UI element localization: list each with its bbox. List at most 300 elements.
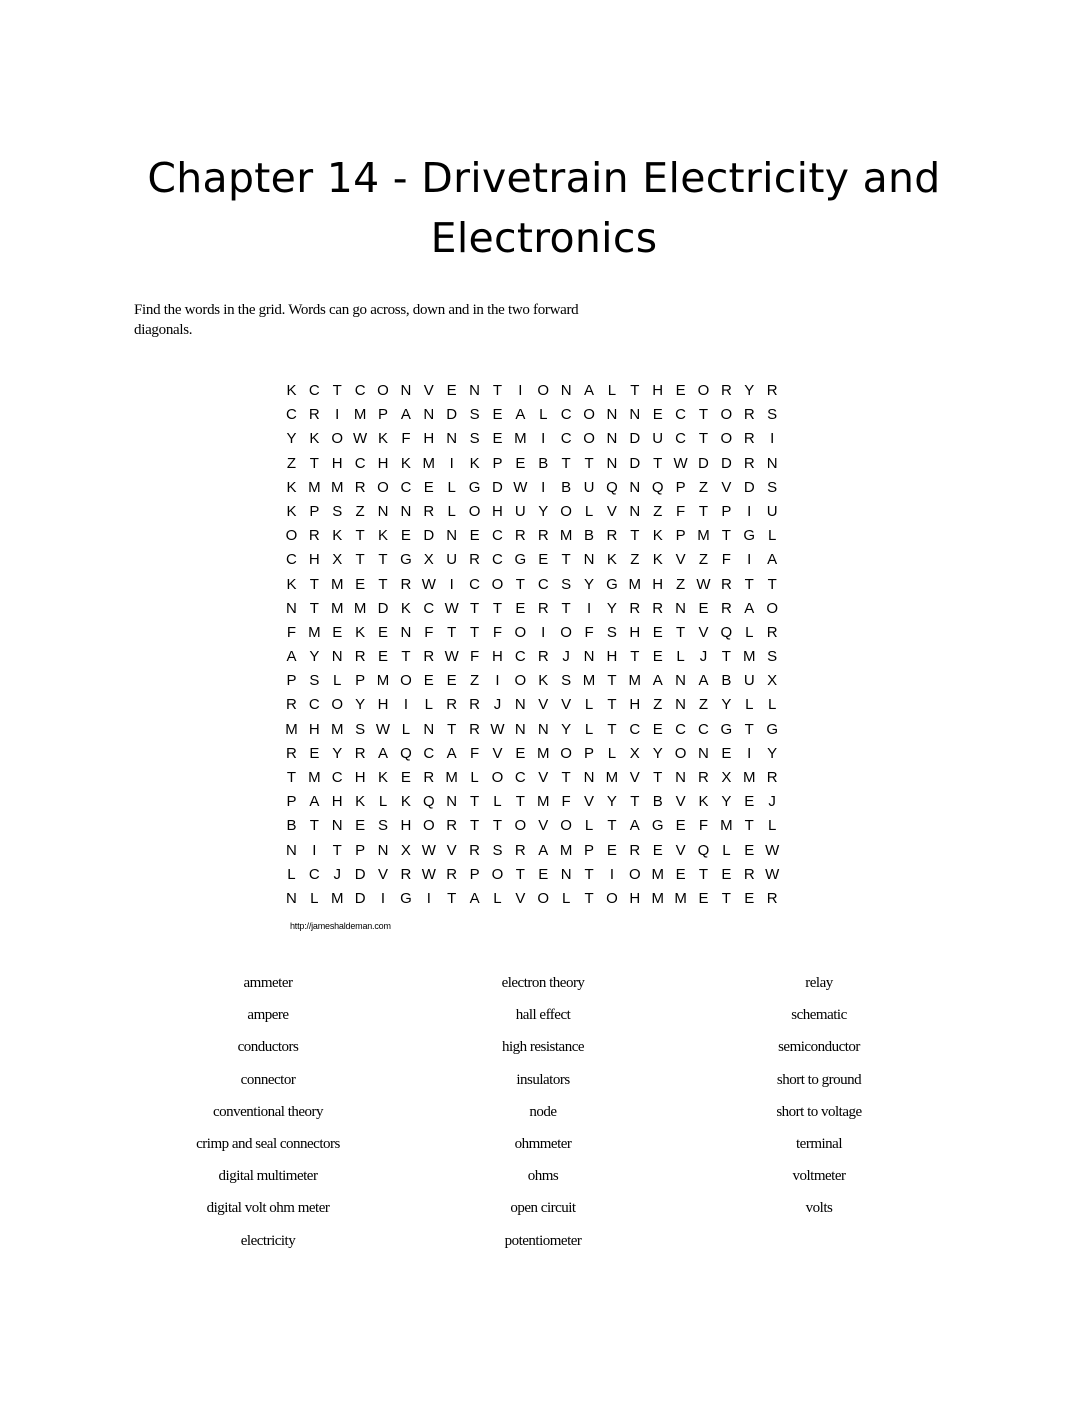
grid-letter: T bbox=[515, 575, 525, 593]
grid-letter: N bbox=[675, 696, 686, 714]
grid-letter: C bbox=[560, 406, 572, 424]
grid-letter: O bbox=[514, 623, 527, 641]
grid-letter: T bbox=[447, 623, 457, 641]
word-list-item: crimp and seal connectors bbox=[196, 1135, 340, 1152]
grid-letter: W bbox=[673, 454, 688, 472]
word-list-item: insulators bbox=[516, 1071, 570, 1088]
grid-row bbox=[280, 476, 784, 500]
grid-letter: E bbox=[698, 599, 709, 617]
grid-letter: L bbox=[607, 382, 617, 399]
grid-letter: U bbox=[514, 502, 526, 520]
grid-letter: Z bbox=[355, 502, 365, 520]
grid-letter: R bbox=[446, 865, 458, 883]
grid-letter: T bbox=[721, 527, 731, 545]
grid-letter: S bbox=[355, 720, 366, 738]
grid-letter: M bbox=[308, 478, 321, 496]
grid-row bbox=[280, 814, 784, 838]
grid-letter: I bbox=[586, 599, 592, 617]
grid-letter: R bbox=[743, 430, 755, 448]
grid-letter: L bbox=[561, 889, 571, 907]
grid-letter: N bbox=[446, 527, 458, 545]
grid-letter: R bbox=[446, 696, 458, 714]
grid-letter: P bbox=[309, 502, 320, 520]
grid-letter: R bbox=[743, 454, 755, 472]
grid-letter: G bbox=[468, 478, 481, 496]
grid-letter: L bbox=[493, 889, 502, 907]
grid-letter: L bbox=[310, 889, 319, 907]
grid-letter: D bbox=[354, 889, 366, 907]
word-list-item: short to ground bbox=[776, 1071, 862, 1088]
grid-letter: M bbox=[514, 430, 527, 448]
grid-row bbox=[280, 621, 784, 645]
grid-letter: R bbox=[354, 478, 366, 496]
grid-letter: N bbox=[286, 599, 297, 617]
grid-letter: K bbox=[309, 430, 320, 448]
grid-letter: Z bbox=[469, 672, 480, 690]
grid-letter: A bbox=[538, 841, 549, 859]
grid-letter: A bbox=[652, 672, 663, 690]
grid-letter: T bbox=[767, 575, 777, 593]
grid-letter: H bbox=[629, 623, 641, 641]
grid-letter: E bbox=[675, 865, 686, 883]
grid-letter: R bbox=[537, 648, 549, 666]
word-list-column-1 bbox=[138, 972, 398, 1262]
grid-letter: L bbox=[447, 478, 456, 496]
grid-letter: J bbox=[699, 648, 708, 666]
grid-letter: I bbox=[770, 430, 775, 448]
grid-row bbox=[280, 524, 784, 548]
grid-letter: K bbox=[378, 527, 389, 545]
grid-letter: I bbox=[747, 551, 752, 569]
grid-letter: M bbox=[536, 744, 550, 762]
grid-letter: L bbox=[722, 841, 731, 859]
grid-letter: T bbox=[515, 865, 525, 883]
grid-letter: A bbox=[744, 599, 755, 617]
grid-letter: M bbox=[353, 599, 367, 617]
grid-letter: D bbox=[423, 527, 435, 545]
grid-letter: K bbox=[355, 623, 366, 641]
grid-letter: E bbox=[515, 744, 526, 762]
grid-letter: M bbox=[330, 599, 344, 617]
grid-letter: R bbox=[446, 817, 458, 835]
grid-letter: N bbox=[629, 406, 641, 424]
grid-row bbox=[280, 718, 784, 742]
grid-letter: H bbox=[629, 889, 641, 907]
grid-letter: E bbox=[652, 406, 663, 424]
grid-letter: N bbox=[560, 382, 572, 399]
grid-letter: E bbox=[446, 382, 457, 399]
grid-letter: S bbox=[469, 430, 480, 448]
grid-letter: H bbox=[331, 793, 343, 811]
grid-letter: L bbox=[767, 696, 777, 714]
grid-letter: E bbox=[652, 720, 663, 738]
grid-letter: A bbox=[767, 551, 778, 569]
grid-letter: T bbox=[447, 889, 457, 907]
grid-letter: R bbox=[354, 648, 366, 666]
grid-letter: E bbox=[423, 672, 434, 690]
grid-letter: D bbox=[492, 478, 503, 496]
grid-letter: S bbox=[492, 841, 503, 859]
grid-letter: M bbox=[330, 575, 344, 593]
grid-row bbox=[280, 645, 784, 669]
grid-letter: G bbox=[651, 817, 664, 835]
grid-letter: L bbox=[584, 696, 594, 714]
word-list-item: conventional theory bbox=[212, 1103, 324, 1120]
grid-letter: K bbox=[286, 502, 297, 520]
source-url: http://jameshaldeman.com bbox=[290, 921, 391, 931]
grid-letter: L bbox=[607, 744, 617, 762]
grid-letter: W bbox=[375, 720, 391, 738]
grid-letter: I bbox=[495, 672, 500, 690]
grid-letter: C bbox=[308, 382, 320, 399]
grid-letter: L bbox=[424, 696, 433, 714]
grid-letter: T bbox=[469, 623, 480, 641]
grid-letter: T bbox=[630, 382, 640, 399]
grid-letter: A bbox=[286, 648, 297, 666]
grid-letter: M bbox=[582, 672, 596, 690]
grid-letter: T bbox=[584, 454, 594, 472]
grid-letter: U bbox=[446, 551, 458, 569]
grid-letter: D bbox=[743, 478, 755, 496]
grid-letter: K bbox=[606, 551, 617, 569]
grid-letter: K bbox=[355, 793, 366, 811]
grid-letter: M bbox=[422, 454, 436, 472]
grid-letter: R bbox=[514, 527, 526, 545]
grid-letter: H bbox=[629, 696, 641, 714]
grid-letter: V bbox=[538, 817, 549, 835]
grid-letter: E bbox=[400, 769, 411, 786]
grid-letter: I bbox=[380, 889, 386, 907]
grid-letter: X bbox=[423, 551, 434, 569]
grid-letter: B bbox=[538, 454, 549, 472]
word-list-item: relay bbox=[805, 975, 833, 991]
grid-letter: R bbox=[354, 744, 366, 762]
grid-letter: T bbox=[744, 817, 754, 835]
word-list-item: node bbox=[529, 1103, 557, 1120]
grid-letter: P bbox=[492, 454, 503, 472]
grid-letter: O bbox=[377, 382, 389, 399]
grid-row bbox=[280, 790, 784, 814]
word-list-item: semiconductor bbox=[778, 1039, 860, 1056]
grid-letter: E bbox=[538, 551, 549, 569]
grid-letter: G bbox=[743, 527, 756, 545]
grid-letter: V bbox=[675, 551, 686, 569]
grid-letter: T bbox=[286, 769, 297, 786]
grid-letter: N bbox=[629, 502, 641, 520]
grid-letter: C bbox=[423, 599, 435, 617]
grid-letter: N bbox=[446, 430, 458, 448]
grid-letter: W bbox=[421, 841, 436, 859]
word-list-item: terminal bbox=[796, 1135, 842, 1152]
word-list-item: ohmmeter bbox=[514, 1135, 572, 1152]
grid-letter: C bbox=[308, 696, 320, 714]
grid-letter: E bbox=[721, 744, 732, 762]
grid-letter: W bbox=[444, 599, 459, 617]
grid-letter: V bbox=[561, 696, 572, 714]
grid-letter: I bbox=[312, 841, 317, 859]
grid-letter: C bbox=[698, 720, 709, 738]
grid-letter: U bbox=[743, 672, 755, 690]
grid-letter: W bbox=[421, 865, 436, 883]
grid-letter: T bbox=[653, 769, 663, 786]
grid-letter: N bbox=[469, 382, 480, 399]
grid-letter: F bbox=[698, 817, 709, 835]
grid-letter: E bbox=[355, 817, 366, 835]
grid-letter: P bbox=[721, 502, 732, 520]
grid-letter: A bbox=[515, 406, 526, 424]
grid-letter: S bbox=[469, 406, 480, 424]
grid-letter: R bbox=[423, 769, 435, 786]
grid-letter: O bbox=[537, 382, 550, 399]
grid-letter: Y bbox=[744, 382, 755, 399]
grid-letter: I bbox=[426, 889, 431, 907]
grid-letter: Z bbox=[698, 551, 709, 569]
grid-letter: A bbox=[446, 744, 457, 762]
grid-letter: M bbox=[651, 865, 664, 883]
grid-letter: V bbox=[629, 769, 640, 786]
grid-letter: T bbox=[469, 793, 480, 811]
grid-letter: I bbox=[449, 454, 454, 472]
grid-letter: N bbox=[560, 865, 572, 883]
grid-letter: Z bbox=[698, 478, 709, 496]
grid-letter: N bbox=[423, 406, 435, 424]
grid-letter: E bbox=[469, 527, 480, 545]
grid-letter: V bbox=[584, 793, 595, 811]
grid-letter: V bbox=[378, 865, 389, 883]
grid-letter: N bbox=[446, 793, 458, 811]
grid-letter: J bbox=[562, 648, 570, 666]
grid-row bbox=[280, 887, 784, 911]
grid-letter: Z bbox=[698, 696, 709, 714]
grid-letter: R bbox=[606, 527, 618, 545]
grid-letter: L bbox=[401, 720, 411, 738]
grid-letter: N bbox=[400, 502, 412, 520]
grid-letter: N bbox=[583, 551, 595, 569]
grid-letter: V bbox=[423, 382, 434, 399]
grid-letter: O bbox=[720, 430, 733, 448]
grid-letter: O bbox=[514, 817, 527, 835]
grid-letter: M bbox=[743, 769, 756, 786]
grid-row bbox=[280, 597, 784, 621]
grid-letter: R bbox=[400, 575, 412, 593]
grid-letter: T bbox=[561, 599, 571, 617]
grid-letter: O bbox=[491, 575, 504, 593]
grid-letter: T bbox=[378, 575, 388, 593]
grid-letter: K bbox=[698, 793, 709, 811]
word-list-item: schematic bbox=[791, 1007, 847, 1024]
grid-letter: Y bbox=[286, 430, 297, 448]
grid-letter: A bbox=[629, 817, 640, 835]
grid-letter: O bbox=[766, 599, 778, 617]
grid-letter: S bbox=[767, 648, 778, 666]
grid-letter: I bbox=[747, 502, 752, 520]
grid-letter: Z bbox=[676, 575, 686, 593]
word-list-column-2 bbox=[413, 972, 673, 1262]
grid-letter: N bbox=[675, 769, 686, 786]
grid-letter: P bbox=[675, 478, 686, 496]
grid-letter: T bbox=[744, 720, 754, 738]
grid-letter: A bbox=[309, 793, 320, 811]
grid-letter: G bbox=[400, 889, 412, 907]
grid-letter: T bbox=[401, 648, 411, 666]
grid-letter: E bbox=[309, 744, 320, 762]
grid-letter: L bbox=[584, 720, 594, 738]
grid-letter: E bbox=[332, 623, 343, 641]
word-list-item: connector bbox=[240, 1071, 296, 1088]
grid-letter: M bbox=[445, 769, 458, 786]
grid-letter: N bbox=[698, 744, 709, 762]
word-list-item: high resistance bbox=[501, 1039, 585, 1056]
word-search-grid bbox=[280, 379, 784, 911]
grid-letter: J bbox=[768, 793, 776, 811]
grid-letter: H bbox=[652, 382, 664, 399]
grid-letter: O bbox=[560, 817, 572, 835]
grid-letter: E bbox=[378, 623, 389, 641]
grid-letter: Y bbox=[652, 744, 663, 762]
grid-letter: D bbox=[446, 406, 458, 424]
grid-letter: D bbox=[629, 430, 641, 448]
grid-letter: R bbox=[720, 382, 732, 399]
grid-letter: E bbox=[378, 648, 389, 666]
grid-letter: F bbox=[721, 551, 731, 569]
grid-letter: R bbox=[652, 599, 664, 617]
grid-letter: N bbox=[514, 696, 526, 714]
grid-row bbox=[280, 742, 784, 766]
grid-letter: S bbox=[767, 406, 778, 424]
grid-letter: M bbox=[330, 889, 344, 907]
grid-letter: V bbox=[538, 696, 549, 714]
grid-letter: O bbox=[583, 406, 595, 424]
grid-letter: N bbox=[377, 841, 389, 859]
grid-letter: I bbox=[518, 382, 523, 399]
grid-letter: F bbox=[676, 502, 686, 520]
grid-letter: B bbox=[584, 527, 595, 545]
grid-letter: O bbox=[491, 865, 504, 883]
grid-letter: G bbox=[720, 720, 733, 738]
grid-letter: T bbox=[309, 454, 319, 472]
grid-letter: Q bbox=[606, 478, 618, 496]
grid-letter: R bbox=[286, 744, 297, 762]
grid-letter: L bbox=[378, 793, 388, 811]
grid-letter: E bbox=[698, 889, 709, 907]
grid-letter: I bbox=[449, 575, 454, 593]
grid-letter: C bbox=[492, 551, 503, 569]
grid-letter: Q bbox=[697, 841, 710, 859]
grid-letter: C bbox=[400, 478, 412, 496]
grid-letter: F bbox=[286, 623, 297, 641]
grid-letter: C bbox=[537, 575, 549, 593]
grid-letter: N bbox=[514, 720, 526, 738]
grid-letter: L bbox=[676, 648, 685, 666]
grid-row bbox=[280, 839, 784, 863]
grid-letter: C bbox=[354, 382, 366, 399]
grid-letter: N bbox=[583, 648, 595, 666]
grid-letter: L bbox=[539, 406, 548, 424]
grid-letter: M bbox=[559, 527, 573, 545]
grid-letter: C bbox=[514, 769, 526, 786]
grid-letter: S bbox=[378, 817, 389, 835]
word-list-column-3 bbox=[689, 972, 949, 1230]
grid-letter: F bbox=[584, 623, 594, 641]
grid-letter: T bbox=[744, 575, 754, 593]
grid-letter: Y bbox=[584, 575, 595, 593]
grid-letter: T bbox=[698, 502, 709, 520]
grid-letter: T bbox=[584, 889, 594, 907]
grid-letter: H bbox=[377, 454, 389, 472]
grid-letter: O bbox=[537, 889, 550, 907]
grid-letter: N bbox=[606, 454, 618, 472]
grid-letter: E bbox=[652, 841, 663, 859]
grid-letter: N bbox=[606, 406, 618, 424]
grid-letter: T bbox=[721, 648, 731, 666]
grid-letter: C bbox=[675, 430, 686, 448]
grid-letter: H bbox=[400, 817, 412, 835]
grid-letter: G bbox=[514, 551, 527, 569]
grid-letter: R bbox=[720, 599, 732, 617]
grid-letter: M bbox=[697, 527, 710, 545]
grid-letter: Z bbox=[653, 696, 663, 714]
grid-letter: E bbox=[446, 672, 457, 690]
grid-letter: E bbox=[538, 865, 549, 883]
grid-letter: I bbox=[541, 430, 546, 448]
grid-letter: T bbox=[676, 623, 686, 641]
grid-letter: H bbox=[423, 430, 435, 448]
grid-letter: R bbox=[629, 841, 641, 859]
grid-letter: P bbox=[584, 841, 595, 859]
grid-letter: Z bbox=[286, 454, 297, 472]
grid-row bbox=[280, 403, 784, 427]
word-list-item: volts bbox=[805, 1200, 833, 1217]
grid-letter: J bbox=[493, 696, 502, 714]
grid-letter: N bbox=[629, 478, 641, 496]
grid-letter: D bbox=[377, 599, 389, 617]
grid-letter: C bbox=[514, 648, 526, 666]
grid-letter: T bbox=[630, 648, 640, 666]
grid-letter: R bbox=[469, 720, 480, 738]
grid-letter: D bbox=[629, 454, 641, 472]
grid-letter: T bbox=[698, 430, 709, 448]
grid-letter: G bbox=[606, 575, 618, 593]
grid-letter: W bbox=[421, 575, 436, 593]
grid-letter: N bbox=[583, 769, 595, 786]
grid-letter: L bbox=[584, 502, 594, 520]
grid-row bbox=[280, 452, 784, 476]
grid-letter: T bbox=[492, 599, 503, 617]
grid-letter: Y bbox=[606, 599, 617, 617]
grid-letter: O bbox=[583, 430, 595, 448]
grid-letter: O bbox=[560, 623, 572, 641]
grid-letter: N bbox=[286, 889, 297, 907]
grid-letter: T bbox=[309, 575, 319, 593]
grid-letter: M bbox=[353, 406, 367, 424]
grid-letter: X bbox=[721, 769, 732, 786]
word-list-item: ammeter bbox=[243, 975, 293, 991]
grid-letter: R bbox=[537, 599, 549, 617]
grid-letter: R bbox=[514, 841, 526, 859]
grid-letter: T bbox=[309, 599, 319, 617]
grid-letter: H bbox=[308, 551, 320, 569]
grid-letter: D bbox=[698, 454, 709, 472]
grid-letter: T bbox=[561, 454, 571, 472]
grid-letter: H bbox=[492, 502, 503, 520]
grid-letter: W bbox=[444, 648, 459, 666]
grid-letter: N bbox=[606, 430, 618, 448]
grid-letter: U bbox=[766, 502, 778, 520]
grid-letter: L bbox=[493, 793, 502, 811]
grid-letter: Y bbox=[767, 744, 778, 762]
grid-letter: T bbox=[309, 817, 319, 835]
instructions-text: Find the words in the grid. Words can go across, down and in the two forward diagonals. bbox=[134, 302, 579, 338]
